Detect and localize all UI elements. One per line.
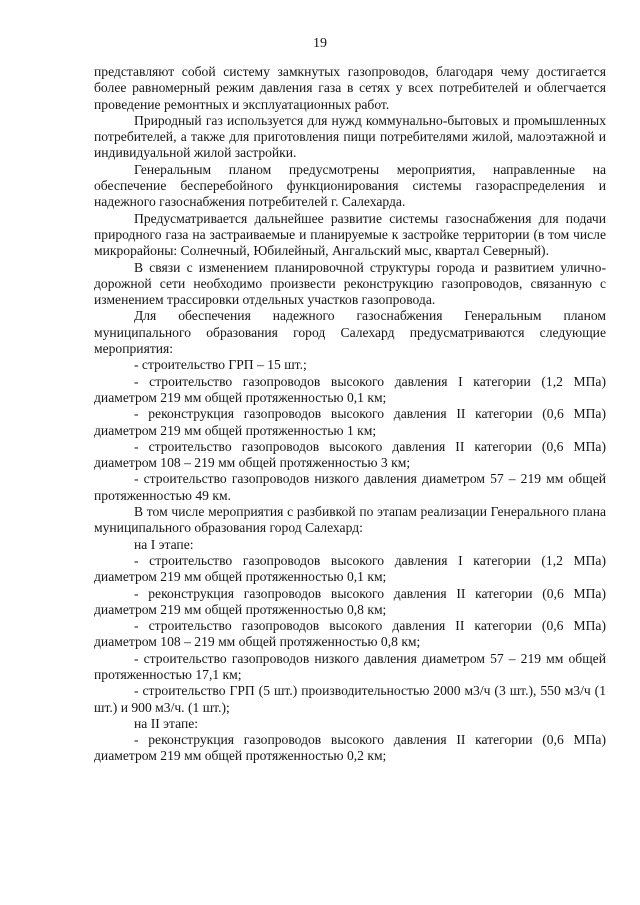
list-item: - строительство газопроводов высокого давления II категории (0,6 МПа) диаметром 108 – 219 мм общей протяженностью 0,8 км; [94,618,606,650]
paragraph: Для обеспечения надежного газоснабжения Генеральным планом муниципального образования город Салехард предусматриваются следующие мероприятия: [94,308,606,357]
paragraph: представляют собой систему замкнутых газопроводов, благодаря чему достигается более равномерный режим давления газа в сетях у всех потребителей и облегчается проведение ремонтных и эксплуатационных работ. [94,64,606,112]
paragraph: Предусматривается дальнейшее развитие системы газоснабжения для подачи природного газа на застраиваемые и планируемые к застройке территории (в том числе микрорайоны: Солнечный, Юбилейный, Ангальский мыс, квартал Северный). [94,210,606,259]
list-item: - строительство газопроводов высокого давления II категории (0,6 МПа) диаметром 108 – 219 мм общей протяженностью 3 км; [94,438,606,471]
list-item: - строительство газопроводов низкого давления диаметром 57 – 219 мм общей протяженностью 17,1 км; [94,650,606,682]
list-item: - строительство ГРП (5 шт.) производительностью 2000 м3/ч (3 шт.), 550 м3/ч (1 шт.) и 900 м3/ч. (1 шт.); [94,683,606,715]
list-item: - реконструкция газопроводов высокого давления II категории (0,6 МПа) диаметром 219 мм общей протяженностью 0,2 км; [94,732,606,764]
page-number: 19 [313,36,327,51]
paragraph: Природный газ используется для нужд коммунально-бытовых и промышленных потребителей, а также для приготовления пищи потребителями жилой, малоэтажной и индивидуальной жилой застройки. [94,112,606,161]
paragraph: В связи с изменением планировочной структуры города и развитием улично-дорожной сети необходимо произвести реконструкцию газопроводов, связанную с изменением трассировки отдельных участков газопровода. [94,259,606,308]
list-item: - строительство ГРП – 15 шт.; [134,357,307,373]
list-item: - реконструкция газопроводов высокого давления II категории (0,6 МПа) диаметром 219 мм общей протяженностью 0,8 км; [94,585,606,617]
paragraph: В том числе мероприятия с разбивкой по этапам реализации Генерального плана муниципального образования город Салехард: [94,504,606,536]
paragraph: Генеральным планом предусмотрены мероприятия, направленные на обеспечение бесперебойного функционирования системы газораспределения и надежного газоснабжения потребителей г. Салехарда. [94,161,606,210]
list-item: - строительство газопроводов низкого давления диаметром 57 – 219 мм общей протяженностью 49 км. [94,471,606,503]
list-item: - строительство газопроводов высокого давления I категории (1,2 МПа) диаметром 219 мм общей протяженностью 0,1 км; [94,373,606,405]
stage-heading: на II этапе: [134,715,199,731]
stage-heading: на I этапе: [134,536,194,552]
list-item: - строительство газопроводов высокого давления I категории (1,2 МПа) диаметром 219 мм общей протяженностью 0,1 км; [94,552,606,585]
document-body [94,64,606,765]
list-item: - реконструкция газопроводов высокого давления II категории (0,6 МПа) диаметром 219 мм общей протяженностью 1 км; [94,406,606,438]
